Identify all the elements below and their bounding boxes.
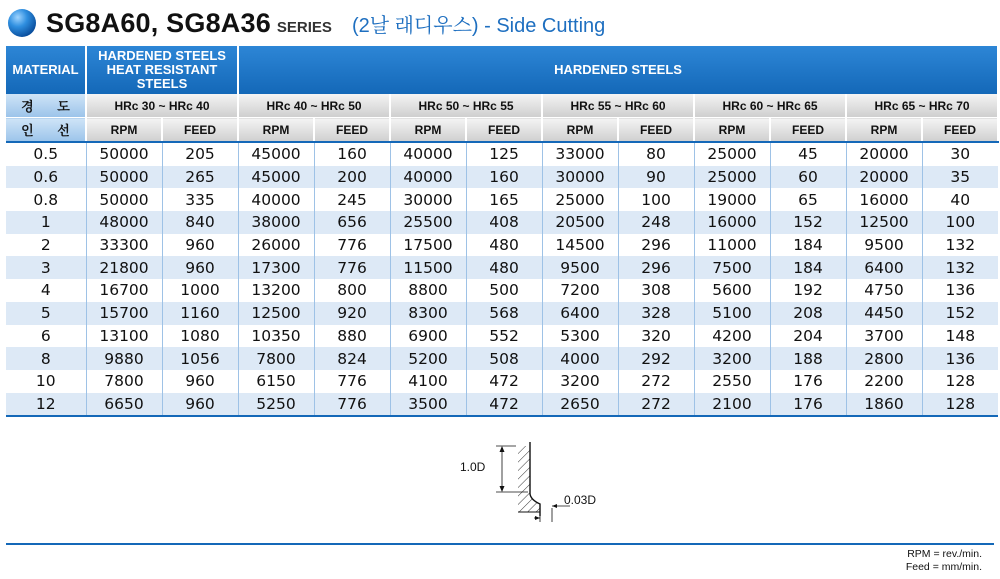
feed-cell: 656	[314, 211, 390, 234]
rpm-header: RPM	[390, 118, 466, 143]
rpm-cell: 9880	[86, 347, 162, 370]
rpm-cell: 25000	[694, 142, 770, 166]
feed-cell: 80	[618, 142, 694, 166]
feed-cell: 152	[770, 211, 846, 234]
rpm-cell: 26000	[238, 234, 314, 257]
feed-cell: 272	[618, 393, 694, 417]
feed-cell: 960	[162, 234, 238, 257]
rpm-cell: 15700	[86, 302, 162, 325]
rpm-cell: 6900	[390, 325, 466, 348]
rpm-cell: 13200	[238, 279, 314, 302]
feed-cell: 292	[618, 347, 694, 370]
header-row-material	[6, 46, 998, 94]
feed-cell: 188	[770, 347, 846, 370]
rpm-cell: 16700	[86, 279, 162, 302]
rpm-cell: 50000	[86, 188, 162, 211]
material-header: MATERIAL	[6, 46, 86, 94]
range-header: HRc 40 ~ HRc 50	[238, 94, 390, 118]
rpm-cell: 30000	[542, 166, 618, 189]
rpm-header: RPM	[86, 118, 162, 143]
feed-header: FEED	[618, 118, 694, 143]
feed-cell: 320	[618, 325, 694, 348]
rpm-cell: 4450	[846, 302, 922, 325]
feed-cell: 152	[922, 302, 998, 325]
side-cutting-diagram	[440, 438, 630, 524]
rpm-header: RPM	[542, 118, 618, 143]
group2-header: HARDENED STEELS	[238, 46, 998, 94]
rpm-cell: 10350	[238, 325, 314, 348]
rpm-cell: 5100	[694, 302, 770, 325]
feed-cell: 960	[162, 370, 238, 393]
feed-cell: 1056	[162, 347, 238, 370]
feed-unit: Feed = mm/min.	[905, 561, 982, 573]
cutting-profile-svg	[440, 438, 630, 524]
feed-header: FEED	[922, 118, 998, 143]
feed-cell: 45	[770, 142, 846, 166]
rpm-cell: 4000	[542, 347, 618, 370]
rpm-unit: RPM = rev./min.	[907, 548, 982, 560]
rpm-cell: 21800	[86, 256, 162, 279]
table-row	[6, 256, 998, 279]
feed-cell: 296	[618, 234, 694, 257]
rpm-cell: 3500	[390, 393, 466, 417]
diameter-cell: 1	[6, 211, 86, 234]
rpm-cell: 30000	[390, 188, 466, 211]
diameter-cell: 4	[6, 279, 86, 302]
table-row	[6, 325, 998, 348]
feed-cell: 1000	[162, 279, 238, 302]
rpm-cell: 3200	[694, 347, 770, 370]
feed-cell: 500	[466, 279, 542, 302]
feed-cell: 920	[314, 302, 390, 325]
cutting-conditions-table	[6, 46, 999, 417]
bullet-ball-icon	[8, 9, 36, 37]
rpm-cell: 11500	[390, 256, 466, 279]
rpm-header: RPM	[238, 118, 314, 143]
feed-cell: 1080	[162, 325, 238, 348]
feed-cell: 100	[618, 188, 694, 211]
rpm-cell: 16000	[694, 211, 770, 234]
feed-cell: 35	[922, 166, 998, 189]
header-row-hardness	[6, 94, 998, 118]
rpm-cell: 20000	[846, 166, 922, 189]
feed-cell: 308	[618, 279, 694, 302]
rpm-cell: 25500	[390, 211, 466, 234]
rpm-header: RPM	[846, 118, 922, 143]
feed-cell: 335	[162, 188, 238, 211]
rpm-cell: 6400	[542, 302, 618, 325]
feed-cell: 800	[314, 279, 390, 302]
rpm-cell: 6650	[86, 393, 162, 417]
diameter-cell: 8	[6, 347, 86, 370]
rpm-cell: 6150	[238, 370, 314, 393]
feed-cell: 184	[770, 256, 846, 279]
rpm-cell: 50000	[86, 142, 162, 166]
feed-header: FEED	[466, 118, 542, 143]
rpm-cell: 7800	[86, 370, 162, 393]
depth-label: 1.0D	[460, 460, 486, 474]
rpm-cell: 2200	[846, 370, 922, 393]
rpm-cell: 45000	[238, 166, 314, 189]
feed-cell: 472	[466, 370, 542, 393]
feed-cell: 296	[618, 256, 694, 279]
table-row	[6, 188, 998, 211]
rpm-cell: 19000	[694, 188, 770, 211]
feed-cell: 176	[770, 393, 846, 417]
title-bar	[8, 6, 605, 40]
rpm-cell: 1860	[846, 393, 922, 417]
units-legend	[906, 548, 982, 574]
table-row	[6, 393, 998, 417]
feed-cell: 90	[618, 166, 694, 189]
rpm-cell: 50000	[86, 166, 162, 189]
feed-cell: 40	[922, 188, 998, 211]
feed-cell: 840	[162, 211, 238, 234]
rpm-cell: 3200	[542, 370, 618, 393]
feed-cell: 192	[770, 279, 846, 302]
group1-header: HARDENED STEELS HEAT RESISTANT STEELS	[86, 46, 238, 94]
range-header: HRc 65 ~ HRc 70	[846, 94, 998, 118]
rpm-cell: 12500	[238, 302, 314, 325]
rpm-cell: 7500	[694, 256, 770, 279]
range-header: HRc 50 ~ HRc 55	[390, 94, 542, 118]
rpm-cell: 5600	[694, 279, 770, 302]
diameter-cell: 2	[6, 234, 86, 257]
diameter-label: 인 선	[6, 118, 86, 143]
rpm-cell: 16000	[846, 188, 922, 211]
rpm-cell: 40000	[390, 142, 466, 166]
diameter-cell: 0.6	[6, 166, 86, 189]
rpm-cell: 3700	[846, 325, 922, 348]
feed-cell: 408	[466, 211, 542, 234]
feed-cell: 480	[466, 234, 542, 257]
table-row	[6, 142, 998, 166]
feed-cell: 480	[466, 256, 542, 279]
feed-cell: 165	[466, 188, 542, 211]
feed-cell: 200	[314, 166, 390, 189]
feed-cell: 824	[314, 347, 390, 370]
rpm-cell: 8800	[390, 279, 466, 302]
feed-cell: 160	[466, 166, 542, 189]
bottom-divider	[6, 543, 994, 545]
feed-cell: 880	[314, 325, 390, 348]
rpm-cell: 9500	[542, 256, 618, 279]
feed-header: FEED	[770, 118, 846, 143]
feed-cell: 776	[314, 370, 390, 393]
rpm-cell: 2800	[846, 347, 922, 370]
rpm-cell: 7800	[238, 347, 314, 370]
feed-cell: 136	[922, 279, 998, 302]
feed-cell: 472	[466, 393, 542, 417]
rpm-cell: 38000	[238, 211, 314, 234]
rpm-cell: 5200	[390, 347, 466, 370]
feed-cell: 160	[314, 142, 390, 166]
feed-header: FEED	[314, 118, 390, 143]
feed-cell: 960	[162, 393, 238, 417]
rpm-cell: 33000	[542, 142, 618, 166]
feed-cell: 568	[466, 302, 542, 325]
feed-cell: 176	[770, 370, 846, 393]
feed-cell: 552	[466, 325, 542, 348]
feed-cell: 184	[770, 234, 846, 257]
feed-cell: 136	[922, 347, 998, 370]
table-row	[6, 234, 998, 257]
feed-cell: 132	[922, 234, 998, 257]
feed-cell: 272	[618, 370, 694, 393]
width-label: 0.03D	[564, 493, 597, 507]
feed-cell: 148	[922, 325, 998, 348]
diameter-cell: 12	[6, 393, 86, 417]
feed-cell: 245	[314, 188, 390, 211]
feed-cell: 265	[162, 166, 238, 189]
feed-cell: 65	[770, 188, 846, 211]
rpm-cell: 2550	[694, 370, 770, 393]
rpm-cell: 8300	[390, 302, 466, 325]
feed-cell: 248	[618, 211, 694, 234]
rpm-cell: 4200	[694, 325, 770, 348]
rpm-cell: 6400	[846, 256, 922, 279]
rpm-cell: 11000	[694, 234, 770, 257]
rpm-cell: 45000	[238, 142, 314, 166]
range-header: HRc 55 ~ HRc 60	[542, 94, 694, 118]
feed-cell: 776	[314, 393, 390, 417]
feed-cell: 60	[770, 166, 846, 189]
rpm-cell: 48000	[86, 211, 162, 234]
table-row	[6, 347, 998, 370]
rpm-cell: 20000	[846, 142, 922, 166]
feed-cell: 328	[618, 302, 694, 325]
feed-cell: 208	[770, 302, 846, 325]
rpm-header: RPM	[694, 118, 770, 143]
rpm-cell: 5250	[238, 393, 314, 417]
rpm-cell: 40000	[238, 188, 314, 211]
series-label: SERIES	[276, 18, 332, 36]
diameter-cell: 0.8	[6, 188, 86, 211]
rpm-cell: 40000	[390, 166, 466, 189]
rpm-cell: 25000	[542, 188, 618, 211]
diameter-cell: 5	[6, 302, 86, 325]
feed-cell: 30	[922, 142, 998, 166]
feed-header: FEED	[162, 118, 238, 143]
rpm-cell: 13100	[86, 325, 162, 348]
table-row	[6, 279, 998, 302]
feed-cell: 204	[770, 325, 846, 348]
range-header: HRc 60 ~ HRc 65	[694, 94, 846, 118]
feed-cell: 100	[922, 211, 998, 234]
diameter-cell: 6	[6, 325, 86, 348]
rpm-cell: 17500	[390, 234, 466, 257]
feed-cell: 125	[466, 142, 542, 166]
rpm-cell: 17300	[238, 256, 314, 279]
table-row	[6, 302, 998, 325]
feed-cell: 776	[314, 256, 390, 279]
header-row-columns	[6, 118, 998, 143]
rpm-cell: 25000	[694, 166, 770, 189]
range-header: HRc 30 ~ HRc 40	[86, 94, 238, 118]
diameter-cell: 10	[6, 370, 86, 393]
rpm-cell: 4750	[846, 279, 922, 302]
rpm-cell: 4100	[390, 370, 466, 393]
rpm-cell: 2650	[542, 393, 618, 417]
feed-cell: 508	[466, 347, 542, 370]
table-body	[6, 142, 998, 416]
model-title: SG8A60, SG8A36	[46, 7, 271, 38]
table-row	[6, 370, 998, 393]
feed-cell: 1160	[162, 302, 238, 325]
feed-cell: 132	[922, 256, 998, 279]
subtitle: (2날 래디우스) - Side Cutting	[351, 14, 606, 37]
rpm-cell: 20500	[542, 211, 618, 234]
rpm-cell: 12500	[846, 211, 922, 234]
feed-cell: 205	[162, 142, 238, 166]
rpm-cell: 14500	[542, 234, 618, 257]
rpm-cell: 5300	[542, 325, 618, 348]
diameter-cell: 3	[6, 256, 86, 279]
rpm-cell: 9500	[846, 234, 922, 257]
feed-cell: 128	[922, 393, 998, 417]
table-row	[6, 166, 998, 189]
feed-cell: 776	[314, 234, 390, 257]
rpm-cell: 2100	[694, 393, 770, 417]
hardness-label: 경 도	[6, 94, 86, 118]
rpm-cell: 7200	[542, 279, 618, 302]
diameter-cell: 0.5	[6, 142, 86, 166]
feed-cell: 128	[922, 370, 998, 393]
feed-cell: 960	[162, 256, 238, 279]
table-row	[6, 211, 998, 234]
rpm-cell: 33300	[86, 234, 162, 257]
